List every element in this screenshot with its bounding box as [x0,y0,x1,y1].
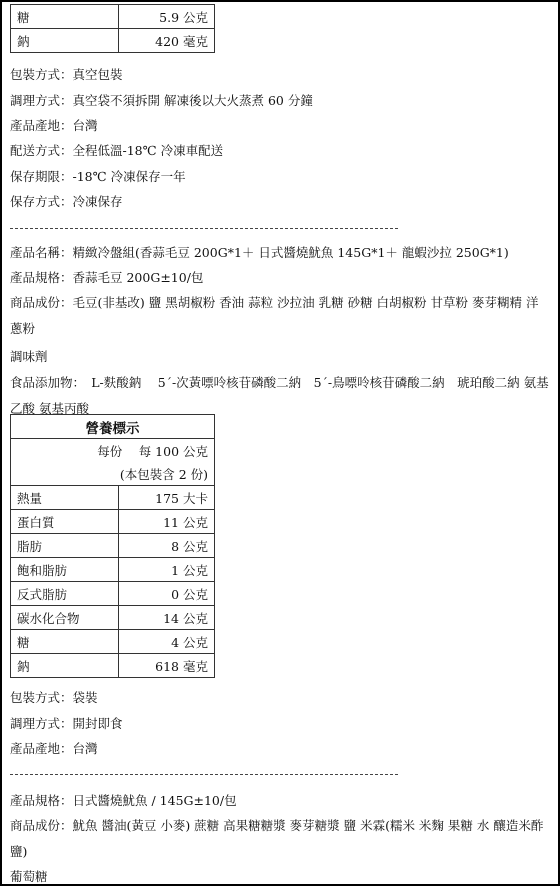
table-row [11,630,215,654]
table-row [11,534,215,558]
nutrient-label: 糖 [11,5,119,29]
nutrient-value: 5.9 公克 [119,5,215,29]
delivery-method: 配送方式：全程低溫-18℃ 冷凍車配送 [10,143,224,158]
packaging-method: 包裝方式：真空包裝 [10,67,123,82]
origin: 產品產地：台灣 [10,118,98,133]
table-row [11,439,215,463]
nutrition-table [10,414,215,678]
table-row [11,486,215,510]
nutrient-value: 618 毫克 [119,654,215,678]
table-row [11,462,215,486]
nutrient-value: 175 大卡 [119,486,215,510]
cooking-method: 調理方式：開封即食 [10,716,123,731]
nutrient-value: 0 公克 [119,582,215,606]
nutrient-label: 蛋白質 [11,510,119,534]
shelf-life: 保存期限：-18℃ 冷凍保存一年 [10,169,186,184]
food-additives: 食品添加物： L-麩酸鈉 5´-次黃嘌呤核苷磷酸二納 5´-鳥嘌呤核苷磷酸二納 琥珀酸二納 氨基乙酸 氨基丙酸 [10,375,549,416]
divider [10,228,398,229]
storage-method: 保存方式：冷凍保存 [10,194,123,209]
per-serving-header: 每份 每 100 公克 [11,439,215,463]
product-name: 產品名稱：精緻冷盤組(香蒜毛豆 200G*1＋ 日式醬燒魷魚 145G*1＋ 龍蝦沙拉 250G*1) [10,245,509,260]
nutrient-label: 鈉 [11,654,119,678]
origin: 產品產地：台灣 [10,741,98,756]
nutrient-value: 14 公克 [119,606,215,630]
nutrient-label: 碳水化合物 [11,606,119,630]
ingredients: 商品成份：毛豆(非基改) 鹽 黑胡椒粉 香油 蒜粒 沙拉油 乳糖 砂糖 白胡椒粉 甘草粉 麥芽糊精 洋蔥粉 [10,295,539,336]
table-row [11,582,215,606]
nutrient-value: 4 公克 [119,630,215,654]
nutrient-label: 飽和脂肪 [11,558,119,582]
table-row [11,654,215,678]
packaging-method: 包裝方式：袋裝 [10,690,98,705]
servings-note: (本包裝含 2 份) [11,462,215,486]
nutrient-label: 脂肪 [11,534,119,558]
nutrient-value: 8 公克 [119,534,215,558]
seasoning-note: 調味劑 [10,349,48,364]
table-row [11,510,215,534]
product-spec: 產品規格：日式醬燒魷魚 / 145G±10/包 [10,793,237,808]
divider [10,774,398,775]
ingredients: 商品成份：魷魚 醬油(黃豆 小麥) 蔗糖 高果糖糖漿 麥芽糖漿 鹽 米霖(糯米 米麴 果糖 水 釀造米酢 鹽) [10,818,544,859]
table-row [11,5,215,29]
nutrient-label: 反式脂肪 [11,582,119,606]
nutrient-label: 糖 [11,630,119,654]
product-spec: 產品規格：香蒜毛豆 200G±10/包 [10,270,204,285]
nutrient-value: 1 公克 [119,558,215,582]
nutrient-label: 鈉 [11,29,119,53]
nutrient-label: 熱量 [11,486,119,510]
ingredients-continued: 葡萄糖 [10,869,48,884]
table-row [11,29,215,53]
nutrient-value: 11 公克 [119,510,215,534]
cooking-method: 調理方式：真空袋不須拆開 解凍後以大火蒸煮 60 分鐘 [10,93,313,108]
nutrient-value: 420 毫克 [119,29,215,53]
table-row [11,606,215,630]
nutrition-title: 營養標示 [11,415,215,439]
nutrition-table-top [10,4,215,53]
table-row [11,558,215,582]
table-row [11,415,215,439]
